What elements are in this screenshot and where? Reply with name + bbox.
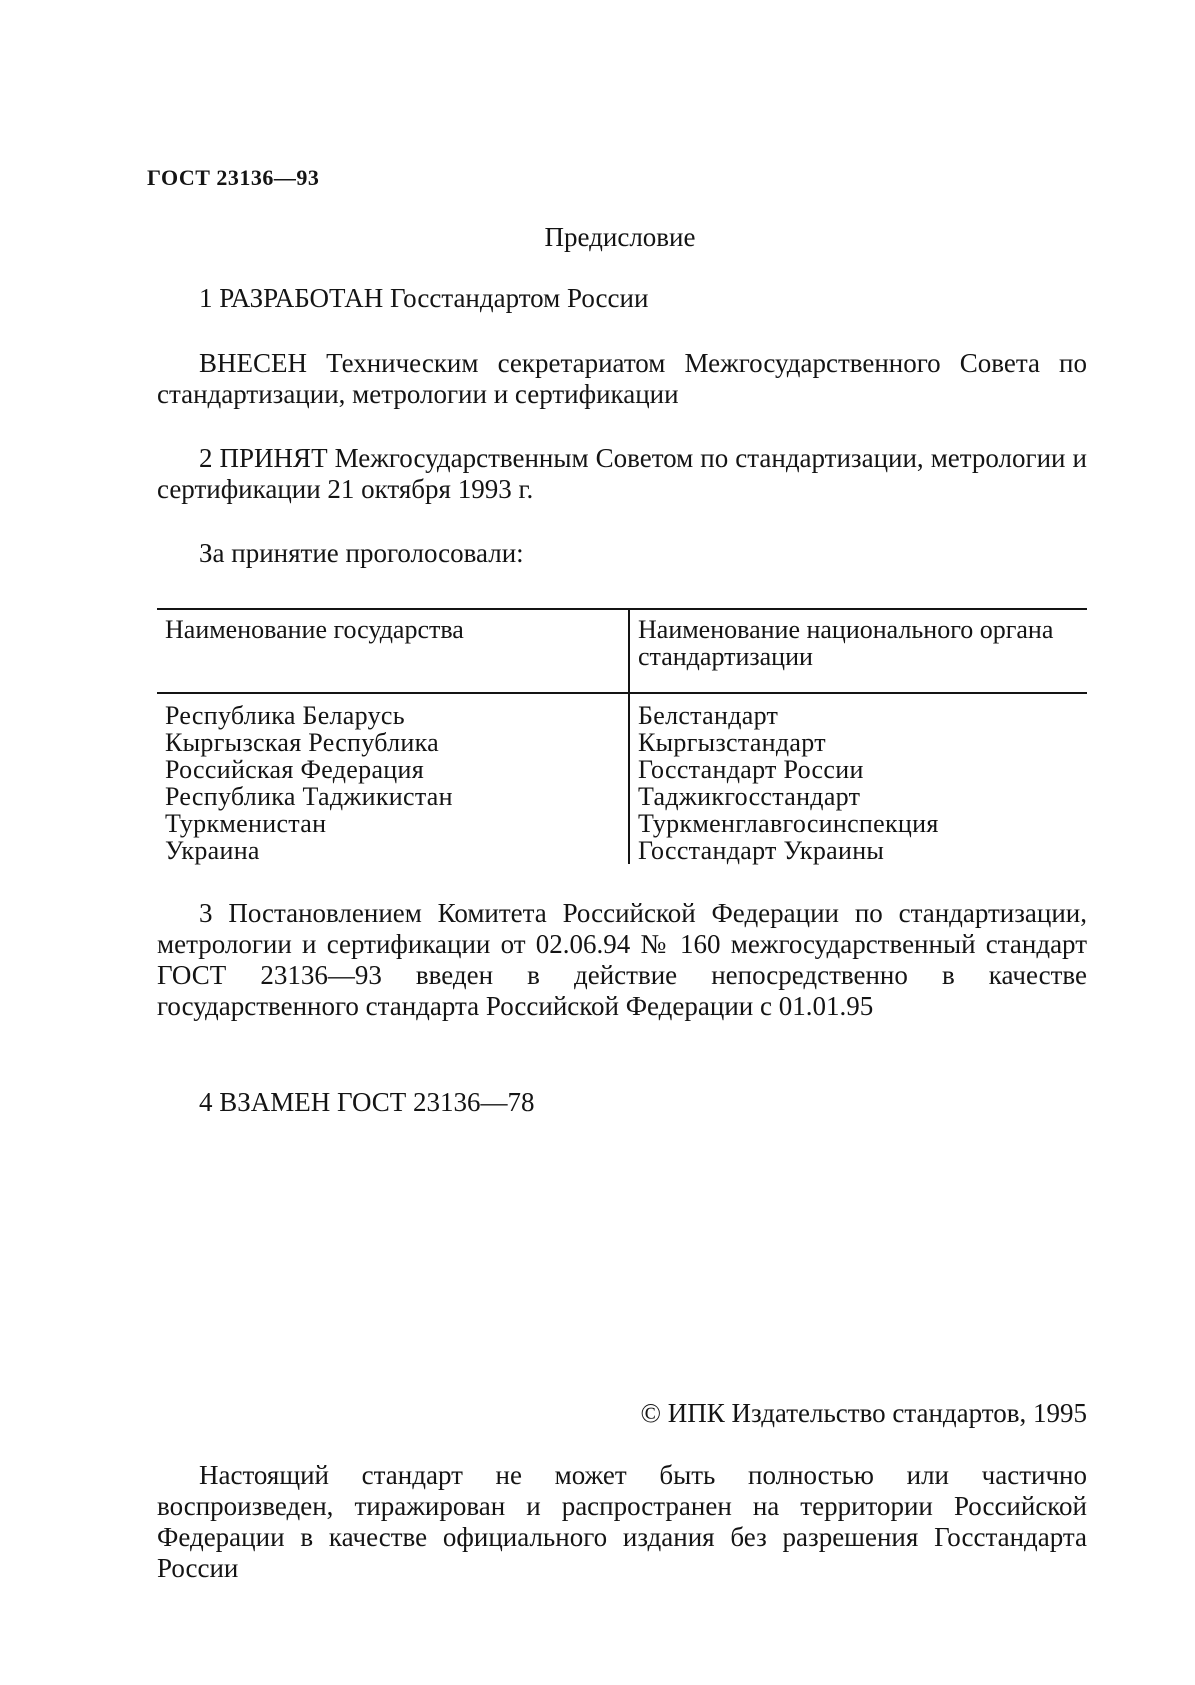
table-row [157,783,1087,810]
cell-body: Госстандарт Украины [629,837,1087,864]
table-row [157,810,1087,837]
cell-state: Украина [165,836,260,865]
cell-body: Кыргызстандарт [629,729,1087,756]
paragraph-voted: За принятие проголосовали: [199,538,524,568]
cell-state: Республика Таджикистан [165,782,453,811]
table-row [157,756,1087,783]
paragraph-replaces: 4 ВЗАМЕН ГОСТ 23136—78 [199,1087,535,1117]
paragraph-adopted: 2 ПРИНЯТ Межгосударственным Советом по стандартизации, метрологии и сертификации 21 октября 1993 г. [157,443,1087,504]
table-header-row [157,609,1087,693]
cell-state: Республика Беларусь [165,701,405,730]
document-code: ГОСТ 23136—93 [147,165,320,190]
table-row [157,693,1087,729]
cell-body: Таджикгосстандарт [629,783,1087,810]
copyright-line: © ИПК Издательство стандартов, 1995 [640,1398,1087,1428]
column-header-body: Наименование национального органа стандартизации [629,609,1087,693]
cell-body: Туркменглавгосинспекция [629,810,1087,837]
cell-body: Белстандарт [629,693,1087,729]
cell-state: Кыргызская Республика [165,728,439,757]
cell-body: Госстандарт России [629,756,1087,783]
page-title: Предисловие [544,222,696,252]
cell-state: Туркменистан [165,809,327,838]
reproduction-notice: Настоящий стандарт не может быть полностью или частично воспроизведен, тиражирован и распространен на территории Российской Федерации в качестве официального издания без разрешения Госстандарта России [157,1460,1087,1583]
table-row [157,837,1087,864]
paragraph-introduced: ВНЕСЕН Техническим секретариатом Межгосударственного Совета по стандартизации, метрологии и сертификации [157,348,1087,409]
table-row [157,729,1087,756]
paragraph-enacted: 3 Постановлением Комитета Российской Федерации по стандартизации, метрологии и сертификации от 02.06.94 № 160 межгосударственный стандарт ГОСТ 23136—93 введен в действие непосредственно в качестве государственного стандарта Российской Федерации с 01.01.95 [157,898,1087,1021]
cell-state: Российская Федерация [165,755,424,784]
paragraph-developed: 1 РАЗРАБОТАН Госстандартом России [199,283,649,313]
voting-table [157,608,1087,864]
column-header-state: Наименование государства [157,609,629,693]
